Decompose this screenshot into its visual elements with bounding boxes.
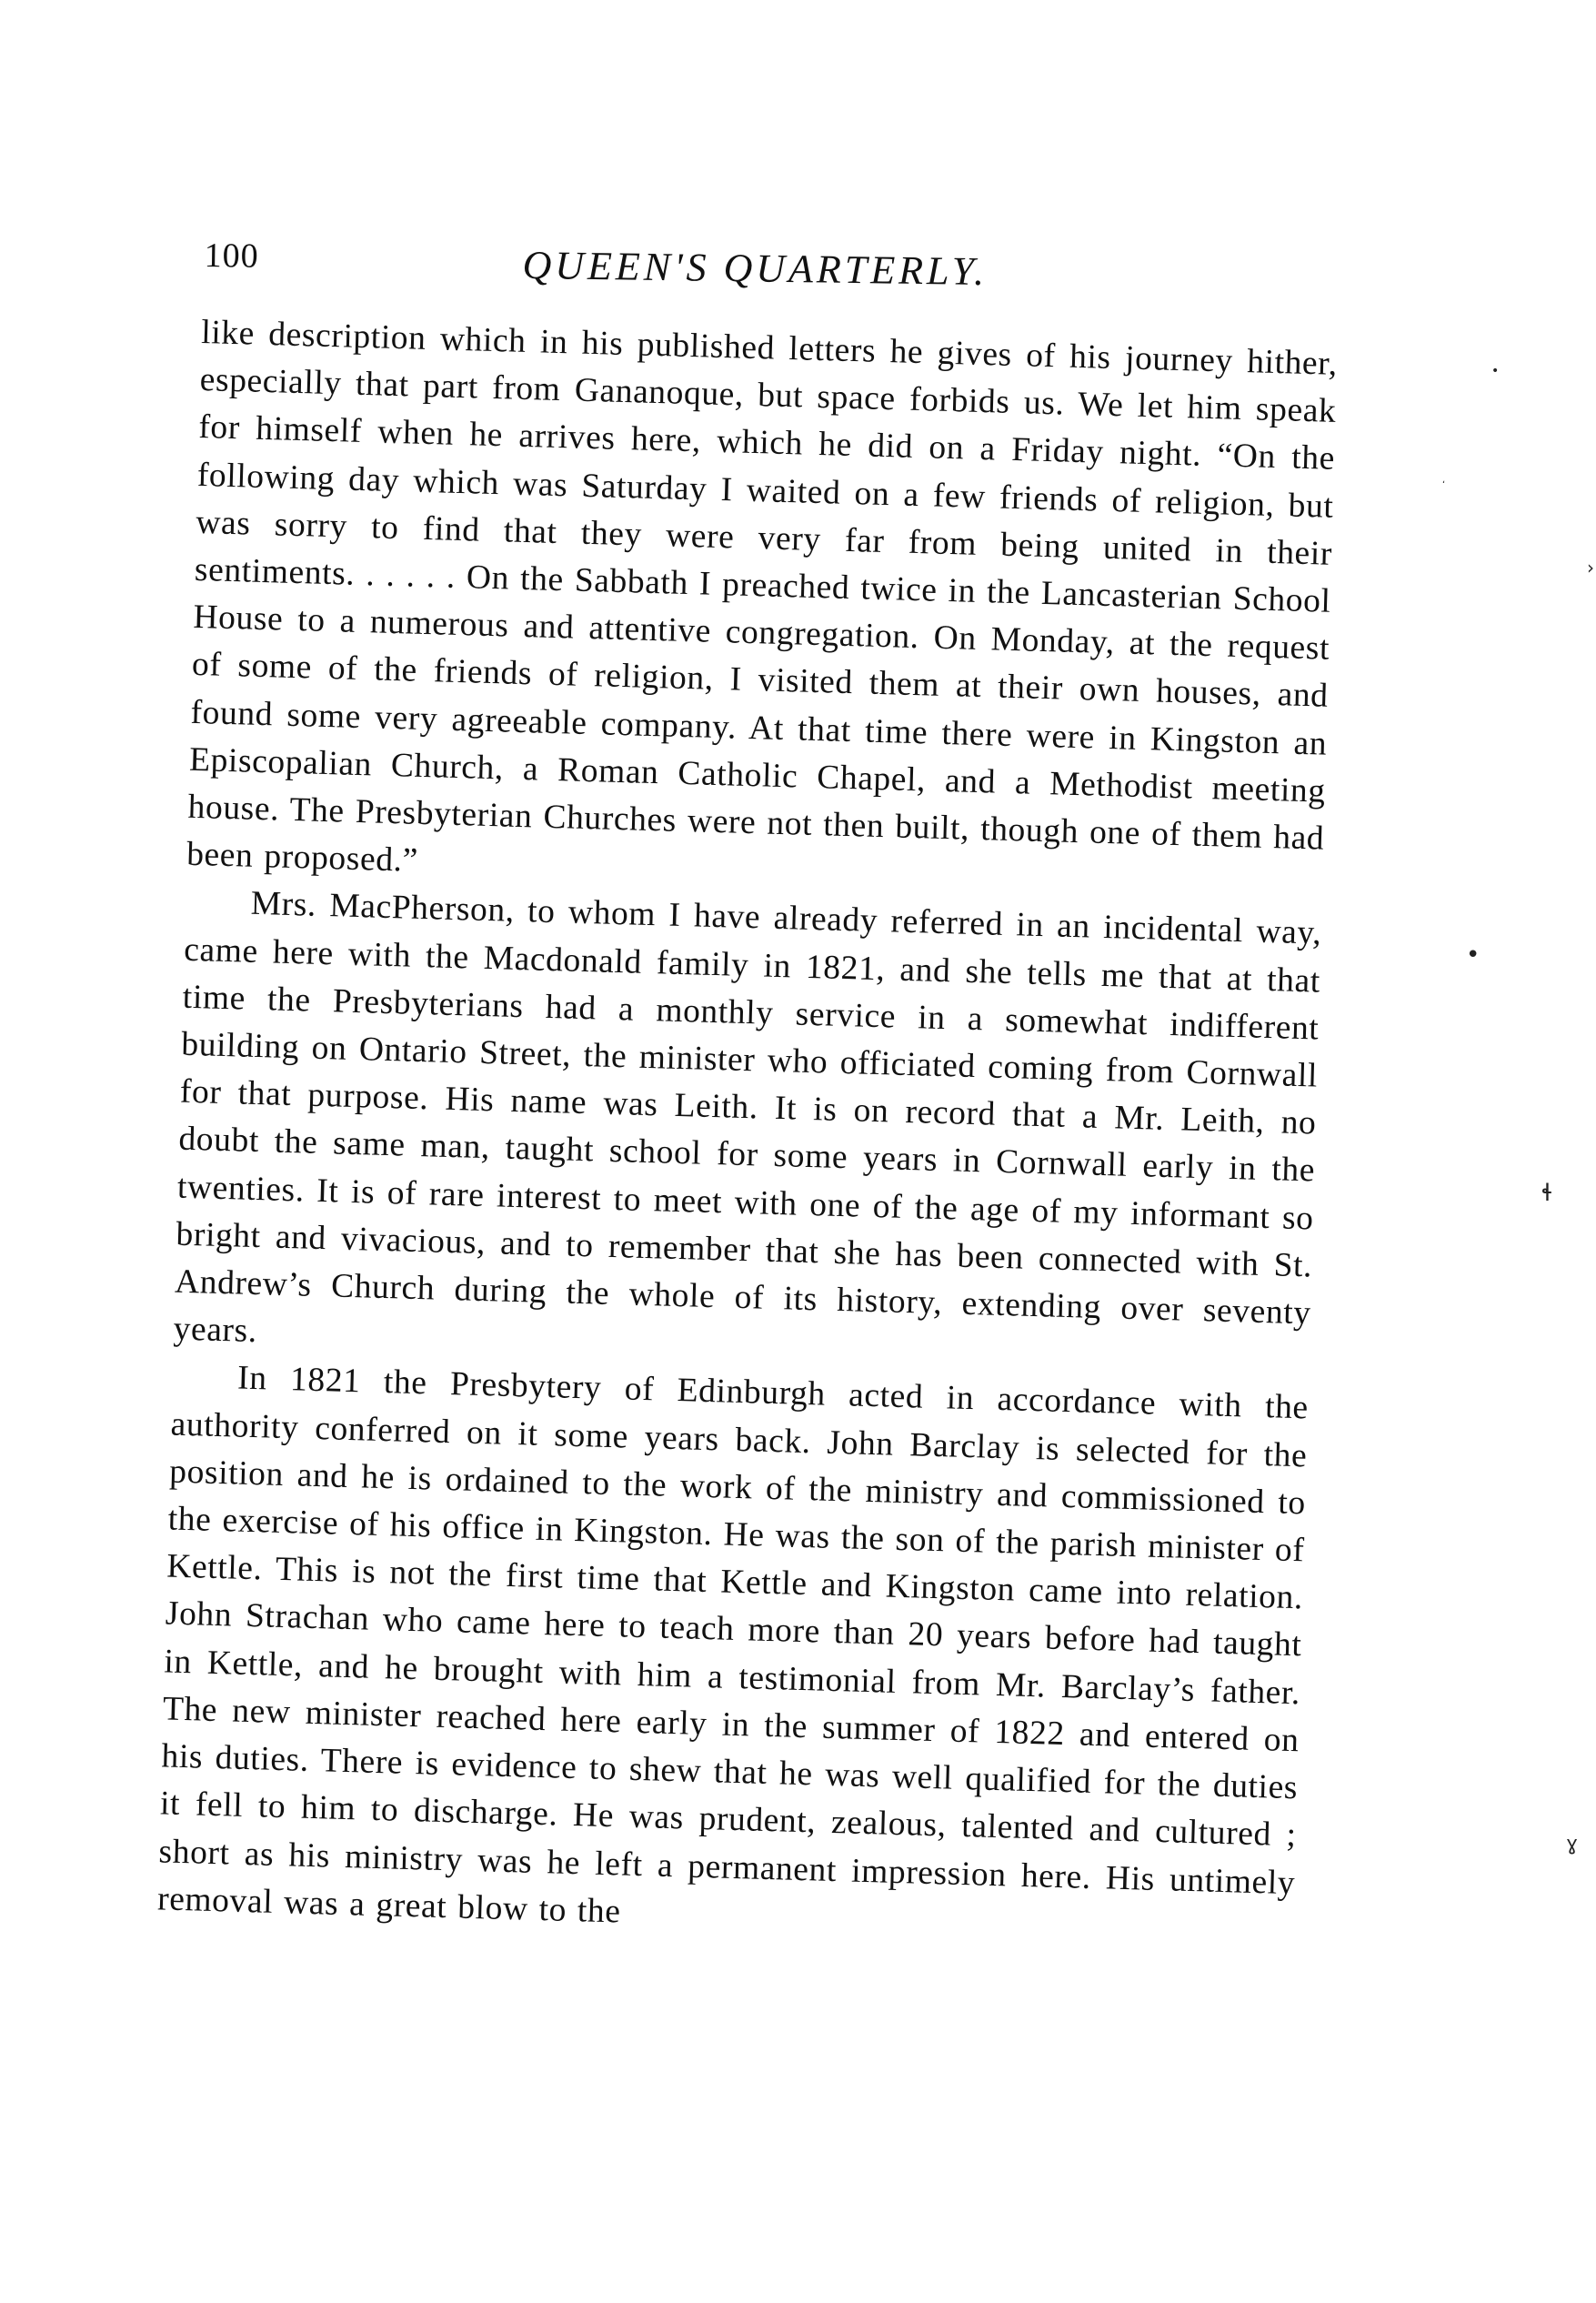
margin-speck: ʻ (1442, 480, 1446, 490)
page-number: 100 (204, 236, 259, 276)
margin-speck: ɣ (1566, 1833, 1579, 1855)
margin-speck: • (1491, 364, 1500, 378)
running-title: QUEEN'S QUARTERLY. (522, 242, 989, 295)
margin-speck: ɬ (1541, 1180, 1553, 1207)
margin-speck: › (1587, 557, 1594, 578)
paragraph-macpherson: Mrs. MacPherson, to whom I have already referred in an incidental way, came here with the Macdonald family in 1821, and she tells me that at that time the Presbyterians had a monthly service in a somewhat indifferent building on Ontario Street, the minister who officiated coming from Cornwall for that purpose. His name was Leith. It is on record that a Mr. Leith, no doubt the same man, taught school for some years in Cornwall early in the twenties. It is of rare interest to meet with one of the age of my informant so bright and vivacious, and to remember that she has been connected with St. Andrew’s Church during the whole of its history, extending over seventy years. (173, 885, 1322, 1351)
paragraph-continued: like description which in his published letters he gives of his journey hither, especially that part from Gananoque, but space forbids us. We let him speak for himself when he arrives here, which he did on a Friday night. “On the following day which was Saturday I waited on a few friends of religion, but was sorry to find that they were very far from being united in their sentiments. . . . . . On the Sabbath I preached twice in the Lancasterian School House to a numerous and attentive congregation. On Monday, at the request of some of the friends of religion, I visited them at their own houses, and found some very agreeable company. At that time there were in Kingston an Episcopalian Church, a Roman Catholic Chapel, and a Methodist meeting house. The Presbyterian Churches were not then built, though one of them had been proposed.” (186, 313, 1339, 880)
page-header (204, 232, 1350, 312)
paragraph-barclay: In 1821 the Presbytery of Edinburgh acted in accordance with the authority conferred on it some years back. John Barclay is selected for the position and he is ordained to the work of the ministry and commissioned to the exercise of his office in Kingston. He was the son of the parish minister of Kettle. This is not the first time that Kettle and Kingston came into relation. John Strachan who came here to teach more than 20 years before had taught in Kettle, and he brought with him a testimonial from Mr. Barclay’s father. The new minister reached here early in the summer of 1822 and entered on his duties. There is evidence to shew that he was well qualified for the duties it fell to him to discharge. He was prudent, zealous, talented and cultured ; short as his ministry was he left a permanent impression here. His untimely removal was a great blow to the (156, 1360, 1310, 1931)
body-text (156, 309, 1338, 1955)
margin-speck: • (1466, 941, 1481, 969)
